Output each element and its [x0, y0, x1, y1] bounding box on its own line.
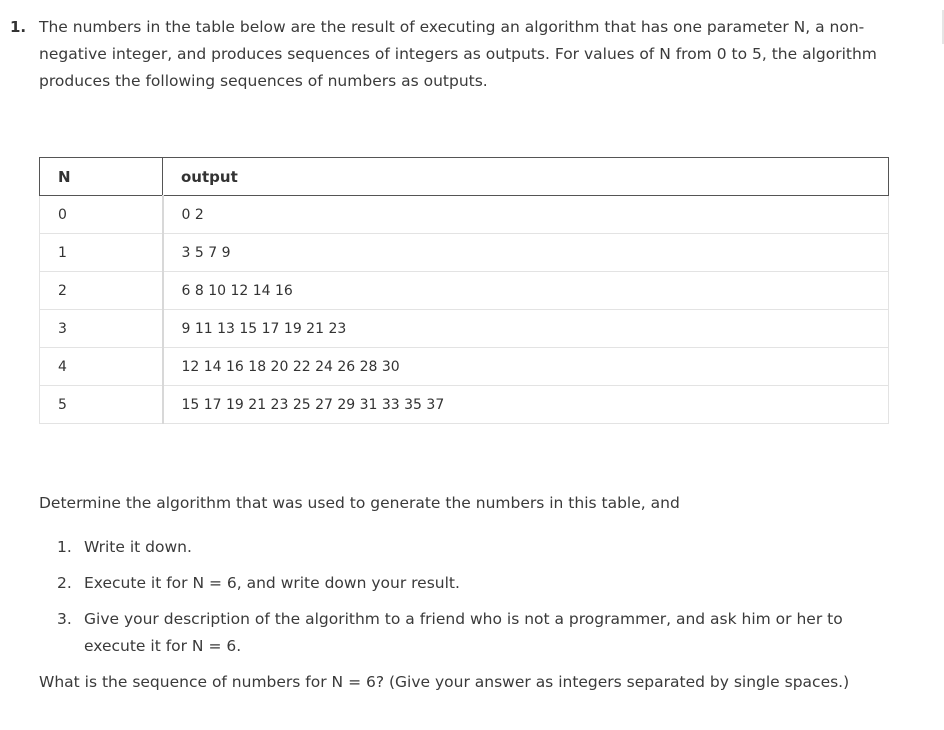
- list-item: [39, 534, 899, 561]
- table-header-row: [40, 158, 889, 196]
- step-number: 1.: [57, 538, 72, 556]
- cell-output: 9 11 13 15 17 19 21 23: [163, 310, 889, 348]
- step-number: 3.: [57, 610, 72, 628]
- step-text: Execute it for N = 6, and write down your result.: [84, 574, 460, 592]
- column-header-n: N: [40, 158, 163, 196]
- steps-list: [39, 534, 899, 660]
- cell-output: 6 8 10 12 14 16: [163, 272, 889, 310]
- cell-output: 3 5 7 9: [163, 234, 889, 272]
- question-block: [10, 14, 890, 95]
- cell-n: 4: [40, 348, 163, 386]
- step-text: Write it down.: [84, 538, 192, 556]
- cell-n: 1: [40, 234, 163, 272]
- table-row: [40, 196, 889, 234]
- cell-output: 0 2: [163, 196, 889, 234]
- instructions-block: [39, 490, 899, 696]
- cell-n: 3: [40, 310, 163, 348]
- cell-n: 0: [40, 196, 163, 234]
- table-row: [40, 310, 889, 348]
- step-number: 2.: [57, 574, 72, 592]
- cell-output: 15 17 19 21 23 25 27 29 31 33 35 37: [163, 386, 889, 424]
- instructions-lead: Determine the algorithm that was used to generate the numbers in this table, and: [39, 494, 680, 512]
- step-text: Give your description of the algorithm to a friend who is not a programmer, and ask him or her to execute it for N = 6.: [84, 610, 843, 655]
- answer-prompt: What is the sequence of numbers for N = 6? (Give your answer as integers separated by single spaces.): [39, 673, 850, 691]
- output-table: [39, 157, 889, 424]
- table-row: [40, 234, 889, 272]
- list-item: [39, 606, 899, 660]
- table-row: [40, 348, 889, 386]
- question-intro-text: The numbers in the table below are the result of executing an algorithm that has one parameter N, a non-negative integer, and produces sequences of integers as outputs. For values of N from 0 to 5, the algorithm produces the following sequences of numbers as outputs.: [39, 18, 877, 90]
- cell-output: 12 14 16 18 20 22 24 26 28 30: [163, 348, 889, 386]
- column-header-output: output: [163, 158, 889, 196]
- table-row: [40, 386, 889, 424]
- question-number: 1.: [10, 18, 27, 36]
- cell-n: 5: [40, 386, 163, 424]
- list-item: [39, 570, 899, 597]
- table-row: [40, 272, 889, 310]
- cell-n: 2: [40, 272, 163, 310]
